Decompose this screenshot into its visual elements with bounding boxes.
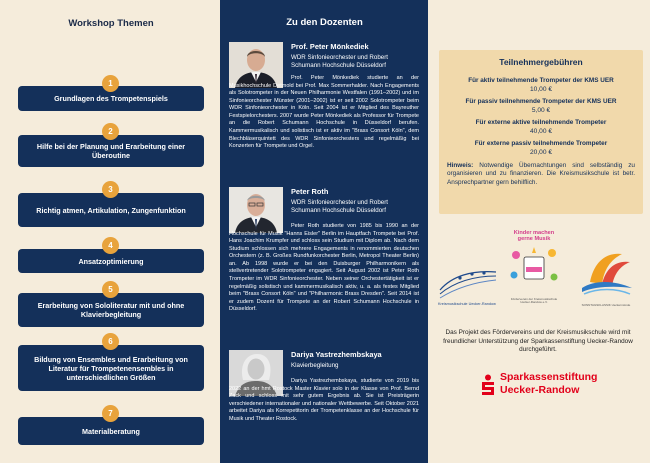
dozent-name: Prof. Peter Mönkediek — [291, 42, 369, 51]
fee-label: Für passiv teilnehmende Trompeter der KMS UER — [465, 98, 617, 105]
dozent-header — [291, 187, 419, 215]
fees-note-text: Notwendige Übernachtungen sind selbständig zu organisieren und zu finanzieren. Die Kreismusikschule ist betr. Ansprechpartner gern behilflich. — [447, 162, 635, 186]
kmm-logo — [506, 230, 564, 318]
kmm-logo-text: Kinder machen gerne Musik — [513, 230, 555, 243]
topic-label: Grundlagen des Trompetenspiels — [54, 94, 168, 103]
logo-row — [436, 226, 640, 321]
topic-number: 2 — [102, 123, 119, 140]
sparkasse-text — [500, 371, 597, 396]
dozent-header — [291, 350, 419, 370]
fee-item — [447, 140, 635, 156]
dozent-role: Klavierbegleitung — [291, 362, 339, 369]
funding-text: Das Projekt des Fördervereins und der Kreismusikschule wird mit freundlicher Unterstützung der Sparkassenstiftung Uecker-Randow durchgeführt. — [443, 329, 633, 354]
topic-label: Materialberatung — [82, 426, 140, 436]
topic-number: 6 — [102, 333, 119, 350]
fee-label: Für aktiv teilnehmende Trompeter der KMS UER — [468, 77, 614, 84]
fee-label: Für externe passiv teilnehmende Trompeter — [474, 140, 608, 147]
topic-label: Ansatzoptimierung — [78, 256, 144, 266]
dozent-header — [291, 42, 419, 70]
sparkasse-logo — [436, 371, 640, 403]
topic-number: 5 — [102, 281, 119, 298]
topic-number: 7 — [102, 405, 119, 422]
workshop-title: Workshop Themen — [68, 18, 154, 29]
fee-price: 5,00 € — [531, 107, 551, 114]
dozent-bio: Dariya Yastrezhembskaya, studierte von 2019 bis 2022 an der hmt Rostock Master Klavier solo in der Klasse von Prof. Bernd Zack und schloss mit sehr gutem Ergebnis ab. Sie ist Preisträgerin verschiedener internationaler und nationaler Wettbewerbe. Seit Oktober 2021 arbeitet Dariya als Korrepetitorin der Trompetenklasse an der Hochschule für Musik und Theater Rostock. — [229, 378, 419, 422]
topic-label: Richtig atmen, Artikulation, Zungenfunktion — [36, 205, 186, 215]
fees-note-label: Hinweis: — [447, 162, 474, 169]
topic-card — [18, 193, 204, 227]
fee-item — [447, 77, 635, 93]
fees-box — [439, 50, 643, 214]
kms-logo-text: Kreismusikschule Uecker-Randow — [438, 302, 496, 306]
topic-number: 1 — [102, 75, 119, 92]
info-column — [428, 0, 650, 463]
topic-card — [18, 293, 204, 327]
sparkasse-line1: Sparkassenstiftung — [500, 370, 598, 383]
fee-item — [447, 119, 635, 135]
fee-label: Für externe aktive teilnehmende Trompeter — [475, 119, 607, 126]
fee-price: 10,00 € — [530, 86, 552, 93]
dozent-name: Dariya Yastrezhembskaya — [291, 350, 382, 359]
kms-logo — [438, 264, 498, 314]
sonntagsklassik-logo-text: SONNTAGSKLASSIK Ueckermünde — [581, 303, 631, 307]
topic-card — [18, 345, 204, 391]
topic-number: 3 — [102, 181, 119, 198]
dozent-role: WDR Sinfonieorchester und Robert Schumann Hochschule Düsseldorf — [291, 54, 388, 70]
dozenten-title: Zu den Dozenten — [286, 17, 363, 28]
dozenten-column — [220, 0, 428, 463]
sparkasse-line2: Uecker-Randow — [500, 383, 580, 396]
workshop-column — [0, 0, 220, 463]
dozent-name: Peter Roth — [291, 187, 329, 196]
dozent-bio: Prof. Peter Mönkediek studierte an der Musikhochschule Detmold bei Prof. Max Sommerhalder. Nach Engagements als Solotrompeter in der Neuen Philharmonie Westfalen (1991–2002) und im Sinfonieorchester Münster (2001–2002) ist er seit 2002 Solotrompeter beim WDR Sinfonieorchester in Köln. Seit 2004 ist er Mitglied des Bayreuther Festspielorchesters. 2007 wurde Peter Mönkediek als Professor für Trompete an die Robert Schumann Hochschule in Düsseldorf berufen. Kammermusikalisch und solistisch ist er aktiv im "Brass Consort Köln", dem Blechbläserquintett des WDR Sinfonieorchesters und regelmäßig bei Konzerten für Trompete und Orgel. — [229, 75, 419, 150]
dozent-bio: Peter Roth studierte von 1985 bis 1990 an der Hochschule für Musik "Hanns Eisler" Berlin im Hauptfach Trompete bei Prof. Hans Joachim Krumpfer und schloss sein Studium mit Diplom ab. Nach dem Studium schlossen sich mehrere Engagements in renommierten deutschen Orchestern (z. B. Großes Rundfunkorchester Berlin, Metropol Theater Berlin) an. Ab 1998 wurde er bei den Duisburger Philharmonikern als stellvertretender Solotrompeter engagiert. Seit August 2002 ist Peter Roth Trompeter im WDR Sinfonieorchester. Neben seiner Orchestertätigkeit ist er regelmäßig solistisch und kammermusikalisch aktiv, u. a. als festes Mitglied beim "Brass Consort Köln" und "Philharmonic Brass Dresden". Seit 2014 ist er zudem Dozent für Trompete an der Robert Schumann Hochschule in Düsseldorf. — [229, 223, 419, 313]
sparkasse-icon — [480, 374, 496, 396]
fee-item — [447, 98, 635, 114]
kmm-logo-caption: Förderverein der Kreismusikschule Uecker-Randow e.V. — [510, 296, 558, 305]
topic-number: 4 — [102, 237, 119, 254]
dozent-role: WDR Sinfonieorchester und Robert Schumann Hochschule Düsseldorf — [291, 199, 388, 215]
sonntagsklassik-logo — [576, 248, 636, 314]
topic-label: Hilfe bei der Planung und Erarbeitung einer Überoutine — [36, 142, 186, 160]
fees-note — [447, 162, 635, 187]
topic-label: Erarbeitung von Sololiteratur mit und ohne Klavierbegleitung — [37, 301, 185, 319]
topic-label: Bildung von Ensembles und Erarbeitung von Literatur für Trompetenensembles in unterschiedlichen Größen — [34, 354, 188, 382]
fees-title: Teilnehmergebühren — [499, 57, 583, 67]
fee-price: 20,00 € — [530, 149, 552, 156]
fee-price: 40,00 € — [530, 128, 552, 135]
